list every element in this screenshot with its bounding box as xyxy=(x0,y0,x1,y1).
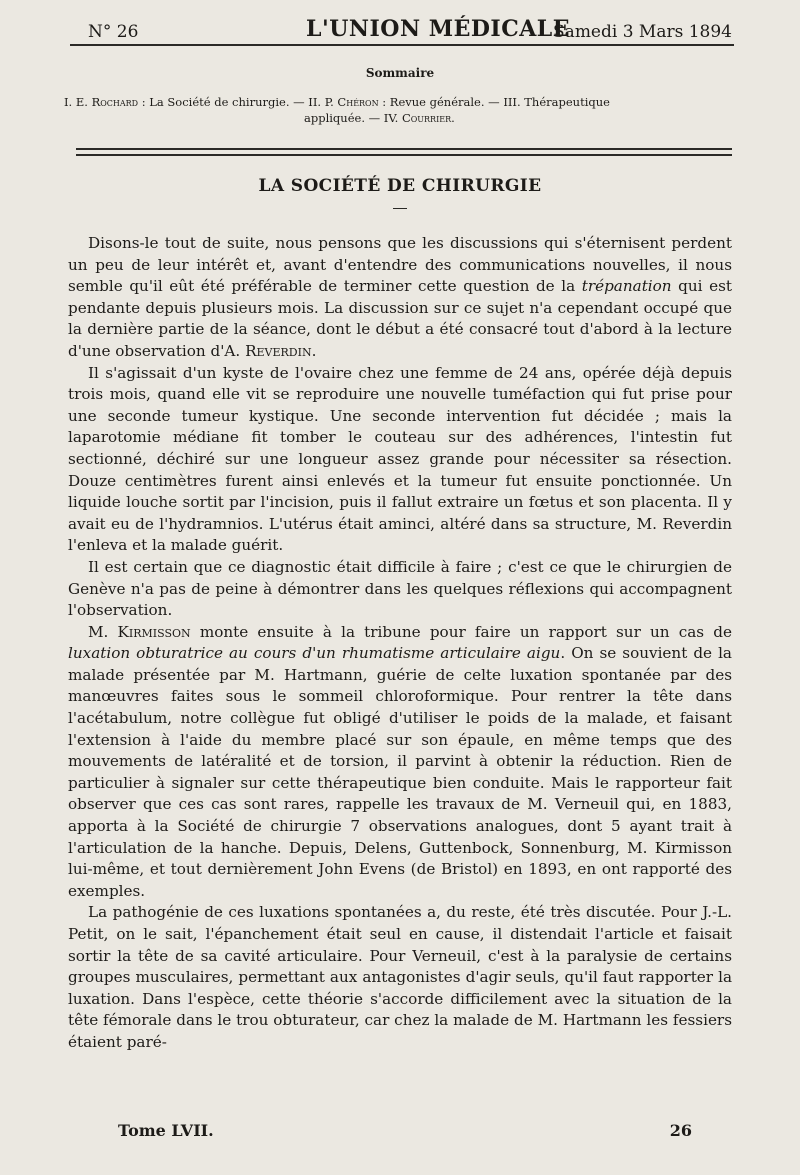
summary-section: Courrier xyxy=(401,111,452,125)
paragraph-1 xyxy=(68,233,732,363)
italic-term: trépanation xyxy=(581,277,672,296)
paragraph-4 xyxy=(68,622,732,903)
summary-text: : La Société de chirurgie. — II. P. xyxy=(138,95,338,109)
section-dash xyxy=(393,208,407,209)
author-name: Kirmisson xyxy=(117,622,191,641)
paragraph-3: Il est certain que ce diagnostic était difficile à faire ; c'est ce que le chirurgien de Genève n'a pas de peine à démontrer dans les quelques réflexions qui accompagnent l'observation. xyxy=(68,557,732,620)
paragraph-text: M. xyxy=(88,622,118,641)
summary-title: Sommaire xyxy=(365,66,435,80)
summary-line-2 xyxy=(64,110,738,126)
issue-number: N° 26 xyxy=(88,22,139,42)
summary-text: I. E. xyxy=(64,95,92,109)
paragraph-2: Il s'agissait d'un kyste de l'ovaire chez une femme de 24 ans, opérée déjà depuis trois mois, quand elle vit se reproduire une nouvelle tuméfaction qui fut prise pour une seconde tumeur kystique. Une seconde intervention fut décidée ; mais la laparotomie médiane fit tomber le couteau sur des adhérences, l'intestin fut sectionné, déchiré sur une longueur assez grande pour nécessiter sa résection. Douze centimètres furent ainsi enlevés et la tumeur fut ensuite ponctionnée. Un liquide louche sortit par l'incision, puis il fallut extraire un fœtus et son placenta. Il y avait eu de l'hydramnios. L'utérus était aminci, altéré dans sa structure, M. Reverdin l'enleva et la malade guérit. xyxy=(68,363,732,555)
author-name: Reverdin xyxy=(245,341,312,360)
page-number: 26 xyxy=(669,1121,692,1140)
paragraph-5: La pathogénie de ces luxations spontanées a, du reste, été très discutée. Pour J.-L. Petit, on le sait, l'épanchement était seul en cause, il distendait l'article et faisait sortir la tête de sa cavité articulaire. Pour Verneuil, c'est à la paralysie de certains groupes musculaires, permettant aux antagonistes d'agir seuls, qu'il faut rapporter la luxation. Dans l'espèce, cette théorie s'accorde difficilement avec la situation de la tête fémorale dans le trou obturateur, car chez la malade de M. Hartmann les fessiers étaient paré- xyxy=(68,903,732,1051)
journal-title: L'UNION MÉDICALE xyxy=(306,16,571,42)
summary-text: : Revue générale. — III. Thérapeutique xyxy=(378,95,610,109)
section-title: LA SOCIÉTÉ DE CHIRURGIE xyxy=(258,176,542,196)
summary-text: . xyxy=(451,111,455,125)
volume-label: Tome LVII. xyxy=(118,1121,214,1140)
double-rule xyxy=(76,148,732,156)
italic-term: luxation obturatrice au cours d'un rhumatisme articulaire aigu xyxy=(68,644,561,663)
paragraph-text: . xyxy=(311,341,317,360)
summary-line-1 xyxy=(64,94,738,110)
paragraph-text: monte ensuite à la tribune pour faire un rapport sur un cas de xyxy=(190,622,732,641)
summary-author: Rochard xyxy=(91,95,139,109)
paragraph-text: qui est pendante depuis plusieurs mois. La discussion sur ce sujet n'a cependant occupé que la dernière partie de la séance, dont le début a été consacré tout d'abord à la lecture d'une observation d'A. xyxy=(68,277,732,360)
summary-text: appliquée. — IV. xyxy=(304,111,402,125)
article-body xyxy=(68,233,732,1054)
issue-date: Samedi 3 Mars 1894 xyxy=(553,22,732,42)
summary-author: Chéron xyxy=(337,95,379,109)
running-header xyxy=(88,14,732,48)
summary-contents xyxy=(64,94,738,126)
page-footer xyxy=(118,1121,692,1145)
header-rule xyxy=(70,44,734,46)
paragraph-text: . On se souvient de la malade présentée par M. Hartmann, guérie de celte luxation spontanée par des manœuvres faites sous le sommeil chloroformique. Pour rentrer la tête dans l'acétabulum, notre collègue fut obligé d'utiliser le poids de la malade, et faisant l'extension à l'aide du membre placé sur son épaule, en même temps que des mouvements de latéralité et de torsion, il parvint à obtenir la réduction. Rien de particulier à signaler sur cette thérapeutique bien conduite. Mais le rapporteur fait observer que ces cas sont rares, rappelle les travaux de M. Verneuil qui, en 1883, apporta à la Société de chirurgie 7 observations analogues, dont 5 ayant trait à l'articulation de la hanche. Depuis, Delens, Guttenbock, Sonnenburg, M. Kirmisson lui-même, et tout dernièrement John Evens (de Bristol) en 1893, en ont rapporté des exemples. xyxy=(68,644,732,900)
paragraph-text: Disons-le tout de suite, nous pensons que les discussions qui s'éternisent perdent un peu de leur intérêt et, avant d'entendre des communications nouvelles, il nous semble qu'il eût été préférable de terminer cette question de la xyxy=(68,234,732,296)
